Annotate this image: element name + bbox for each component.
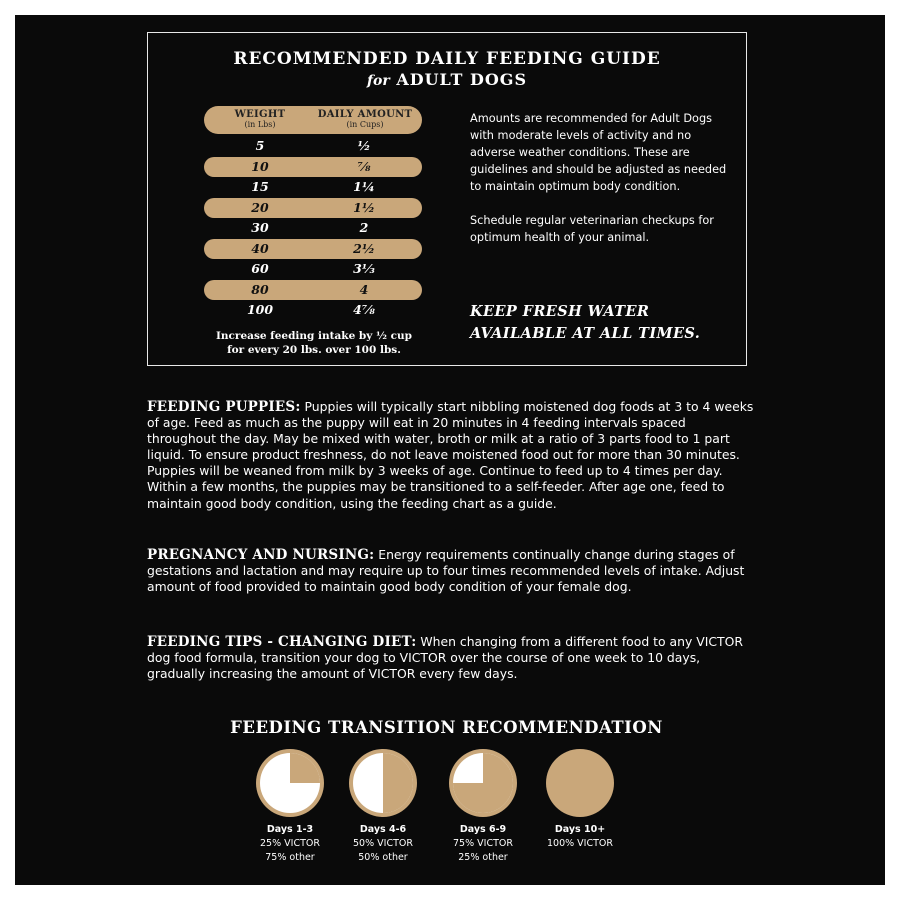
weight-header-label: WEIGHT [234,109,286,120]
feeding-table-row [204,280,422,300]
stage-other-percent: 50% other [358,852,408,863]
pie-victor-slice [290,753,320,783]
water-line-2: AVAILABLE AT ALL TIMES. [470,325,701,342]
feeding-table [204,106,422,321]
amount-cell: 2 [359,220,369,235]
weight-cell: 40 [251,240,269,256]
guide-note-activity: Amounts are recommended for Adult Dogs with moderate levels of activity and no adverse weather conditions. These are guidelines and should be adjusted as needed to maintain optimum body condition. [470,112,727,193]
amount-cell: ½ [357,138,371,153]
pregnancy-text: Energy requirements continually change during stages of gestations and lactation and may require up to four times recommended levels of intake. Adjust amount of food provided to maintain good body condition of your female dog. [147,547,745,595]
water-line-1: KEEP FRESH WATER [470,303,650,320]
feeding-table-row [204,198,422,218]
stage-days: Days 10+ [554,824,606,835]
transition-pie-chart [347,747,419,819]
amount-cell: 2½ [353,240,375,256]
amount-header-unit: (in Cups) [346,120,384,129]
transition-stage-label [530,823,630,851]
weight-column-header [204,109,316,129]
feeding-tips-text: When changing from a different food to any VICTOR dog food formula, transition your dog to VICTOR over the course of one week to 10 days, gradually increasing the amount of VICTOR every few days. [147,634,743,682]
transition-title: FEEDING TRANSITION RECOMMENDATION [230,718,663,737]
weight-cell: 10 [251,158,269,174]
weight-cell: 20 [251,199,269,215]
feeding-table-row [204,300,422,320]
stage-days: Days 6-9 [459,824,507,835]
guide-subtitle-for: for [366,73,390,89]
transition-pie-chart [544,747,616,819]
weight-cell: 5 [255,138,265,153]
transition-stage [530,747,630,851]
note-line-1: Increase feeding intake by ½ cup [215,330,412,342]
pregnancy-section [147,547,757,595]
stage-victor-percent: 75% VICTOR [453,838,513,849]
guide-notes [470,110,730,263]
guide-title: RECOMMENDED DAILY FEEDING GUIDE [233,49,661,69]
guide-subtitle-text: ADULT DOGS [396,70,528,89]
feeding-puppies-section [147,399,757,512]
pregnancy-heading: PREGNANCY AND NURSING: [147,547,375,563]
transition-stage [433,747,533,865]
amount-column-header [308,109,422,129]
fresh-water-notice [470,301,740,345]
transition-stage [240,747,340,865]
stage-victor-percent: 25% VICTOR [260,838,320,849]
feeding-table-note [194,329,434,357]
weight-cell: 100 [246,302,274,317]
weight-cell: 30 [251,220,269,235]
note-line-2: for every 20 lbs. over 100 lbs. [227,344,401,356]
transition-stage-label [433,823,533,865]
stage-days: Days 1-3 [266,824,314,835]
feeding-guide-box [147,32,747,366]
amount-cell: 1¼ [353,179,375,194]
transition-pie-chart [254,747,326,819]
feeding-puppies-text: Puppies will typically start nibbling moistened dog foods at 3 to 4 weeks of age. Feed as much as the puppy will eat in 20 minutes in 4 feeding intervals spaced throughout the day. May be mixed with water, broth or milk at a ratio of 3 parts food to 1 part liquid. To ensure product freshness, do not leave moistened food out for more than 30 minutes. Puppies will be weaned from milk by 3 weeks of age. Continue to feed up to 4 times per day. Within a few months, the puppies may be transitioned to a self-feeder. After age one, feed to maintain good body condition, using the feeding chart as a guide. [147,399,754,511]
stage-days: Days 4-6 [359,824,407,835]
pie-other-slice [550,753,610,813]
feeding-table-header [204,106,422,134]
feeding-table-row [204,239,422,259]
weight-cell: 80 [251,281,269,297]
amount-cell: 4⅞ [353,302,375,317]
amount-cell: 1½ [353,199,375,215]
feeding-table-row [204,259,422,279]
stage-victor-percent: 100% VICTOR [547,838,613,849]
feeding-panel [15,15,885,885]
amount-cell: 3⅓ [353,261,375,276]
stage-other-percent: 25% other [458,852,508,863]
guide-note-veterinarian: Schedule regular veterinarian checkups for optimum health of your animal. [470,214,714,244]
feeding-table-row [204,218,422,238]
feeding-table-row [204,157,422,177]
feeding-puppies-heading: FEEDING PUPPIES: [147,399,301,415]
weight-cell: 15 [251,179,269,194]
amount-cell: 4 [359,281,369,297]
transition-stage-label [333,823,433,865]
feeding-table-rows [204,136,422,320]
transition-pie-chart [447,747,519,819]
transition-stage-label [240,823,340,865]
guide-subtitle [148,70,746,89]
feeding-tips-heading: FEEDING TIPS - CHANGING DIET: [147,634,417,650]
feeding-tips-section [147,634,757,682]
weight-header-unit: (in Lbs) [244,120,276,129]
stage-victor-percent: 50% VICTOR [353,838,413,849]
amount-header-label: DAILY AMOUNT [317,109,413,120]
transition-stage [333,747,433,865]
stage-other-percent: 75% other [265,852,315,863]
feeding-table-row [204,136,422,156]
weight-cell: 60 [251,261,269,276]
amount-cell: ⅞ [357,158,371,174]
feeding-table-row [204,177,422,197]
